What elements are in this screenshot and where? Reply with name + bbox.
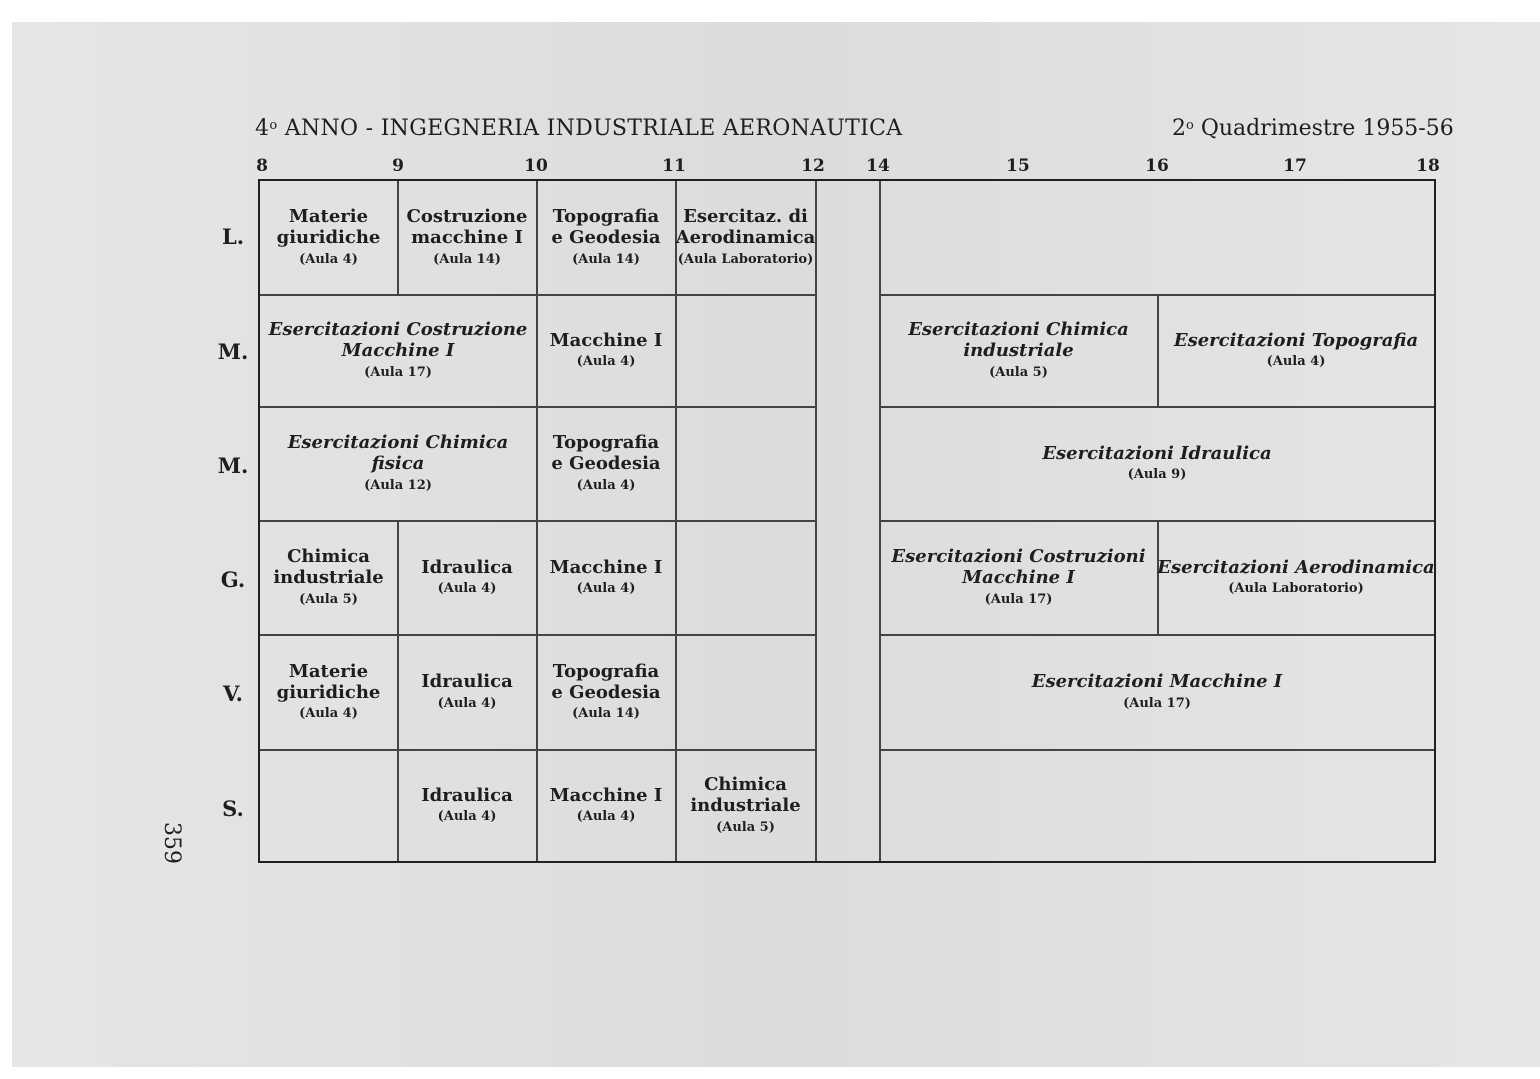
slot-lunedi-10-11: [537, 181, 675, 294]
day-label-venerdi: V.: [223, 681, 243, 706]
course-name: Chimica: [704, 774, 787, 796]
course-name-cont: Macchine I: [341, 340, 455, 362]
page-title: 4$^o$ ANNO - INGEGNERIA INDUSTRIALE AERONAUTICA: [255, 116, 903, 141]
slot-venerdi-9-10: [398, 635, 536, 749]
course-name: Idraulica: [421, 784, 513, 806]
slot-giovedi-8-9: [260, 521, 397, 634]
slot-mercoledi-10-11: [537, 407, 675, 520]
time-label-17: 17: [1283, 156, 1307, 176]
room-label: (Aula 4): [576, 354, 636, 370]
semester-label: 2$^o$ Quadrimestre 1955-56: [1172, 116, 1454, 141]
course-name: Topografia: [552, 660, 660, 682]
room-label: (Aula 14): [433, 251, 501, 267]
course-name-cont: Macchine I: [962, 567, 1075, 589]
room-label: (Aula 4): [437, 809, 497, 825]
time-label-15: 15: [1006, 156, 1030, 176]
room-label: (Aula 4): [299, 706, 358, 722]
room-label: (Aula 12): [364, 477, 432, 493]
course-name: Macchine I: [549, 556, 663, 578]
page-number: 359: [159, 822, 184, 864]
course-name-cont: industriale: [273, 567, 384, 589]
slot-venerdi-14-18: [880, 635, 1434, 749]
slot-lunedi-8-9: [260, 181, 397, 294]
slot-martedi-14-16: [880, 295, 1157, 406]
course-name: Topografia: [552, 432, 660, 454]
slot-giovedi-10-11: [537, 521, 675, 634]
time-label-8: 8: [256, 156, 268, 176]
day-label-sabato: S.: [222, 796, 244, 821]
course-name: Esercitazioni Aerodinamica: [1157, 556, 1435, 578]
room-label: (Aula Laboratorio): [1228, 581, 1364, 597]
slot-lunedi-9-10: [398, 181, 536, 294]
grid-line: [880, 749, 1434, 751]
room-label: (Aula 4): [1266, 354, 1326, 370]
slot-martedi-8-10: [260, 295, 536, 406]
slot-mercoledi-8-10: [260, 407, 536, 520]
course-name: Esercitazioni Chimica: [287, 432, 509, 454]
day-label-lunedi: L.: [221, 224, 245, 249]
course-name: Esercitaz. di: [683, 206, 808, 228]
course-name: Idraulica: [421, 556, 513, 578]
time-label-10: 10: [524, 156, 548, 176]
day-label-mercoledi: M.: [217, 453, 249, 478]
course-name-cont: e Geodesia: [551, 681, 661, 703]
course-name-cont: giuridiche: [276, 681, 381, 703]
course-name-cont: e Geodesia: [551, 453, 661, 475]
room-label: (Aula Laboratorio): [677, 251, 814, 267]
slot-lunedi-11-12: [676, 181, 815, 294]
slot-giovedi-16-18: [1158, 521, 1434, 634]
grid-line: [815, 181, 817, 861]
room-label: (Aula 17): [1123, 695, 1191, 711]
course-name: Esercitazioni Idraulica: [1042, 442, 1272, 464]
course-name: Materie: [288, 206, 369, 228]
time-label-12: 12: [801, 156, 825, 176]
room-label: (Aula 5): [716, 819, 775, 835]
room-label: (Aula 14): [572, 251, 640, 267]
course-name-cont: fisica: [371, 453, 425, 475]
slot-sabato-10-11: [537, 750, 675, 861]
course-name: Esercitazioni Chimica: [908, 319, 1129, 341]
time-label-18: 18: [1416, 156, 1440, 176]
time-label-11: 11: [662, 156, 686, 176]
course-name: Esercitazioni Costruzioni: [891, 546, 1146, 568]
course-name: Idraulica: [421, 671, 513, 693]
time-label-16: 16: [1145, 156, 1169, 176]
slot-venerdi-8-9: [260, 635, 397, 749]
time-label-9: 9: [392, 156, 404, 176]
room-label: (Aula 14): [572, 706, 640, 722]
slot-mercoledi-14-18: [880, 407, 1434, 520]
room-label: (Aula 4): [576, 477, 636, 493]
course-name-cont: giuridiche: [276, 227, 381, 249]
slot-sabato-9-10: [398, 750, 536, 861]
course-name: Macchine I: [549, 329, 663, 351]
slot-martedi-16-18: [1158, 295, 1434, 406]
room-label: (Aula 9): [1127, 467, 1187, 483]
course-name: Chimica: [287, 546, 370, 568]
course-name: Esercitazioni Macchine I: [1031, 671, 1283, 693]
course-name-cont: Aerodinamica: [675, 227, 816, 249]
room-label: (Aula 4): [299, 251, 358, 267]
course-name-cont: industriale: [963, 340, 1074, 362]
room-label: (Aula 17): [984, 591, 1053, 607]
room-label: (Aula 5): [989, 364, 1048, 380]
course-name: Esercitazioni Costruzione: [268, 319, 528, 341]
room-label: (Aula 5): [299, 591, 358, 607]
time-label-14: 14: [866, 156, 890, 176]
course-name-cont: e Geodesia: [551, 227, 661, 249]
course-name: Topografia: [552, 206, 660, 228]
room-label: (Aula 4): [437, 695, 497, 711]
room-label: (Aula 17): [364, 364, 432, 380]
room-label: (Aula 4): [576, 581, 636, 597]
course-name-cont: macchine I: [411, 227, 523, 249]
day-label-giovedi: G.: [220, 567, 246, 592]
slot-giovedi-14-16: [880, 521, 1157, 634]
slot-venerdi-10-11: [537, 635, 675, 749]
slot-martedi-10-11: [537, 295, 675, 406]
slot-sabato-11-12: [676, 750, 815, 861]
course-name: Macchine I: [549, 784, 663, 806]
room-label: (Aula 4): [437, 581, 497, 597]
course-name: Esercitazioni Topografia: [1173, 329, 1419, 351]
slot-giovedi-9-10: [398, 521, 536, 634]
course-name: Costruzione: [406, 206, 528, 228]
course-name: Materie: [288, 660, 369, 682]
room-label: (Aula 4): [576, 809, 636, 825]
day-label-martedi: M.: [217, 339, 249, 364]
course-name-cont: industriale: [690, 795, 801, 817]
